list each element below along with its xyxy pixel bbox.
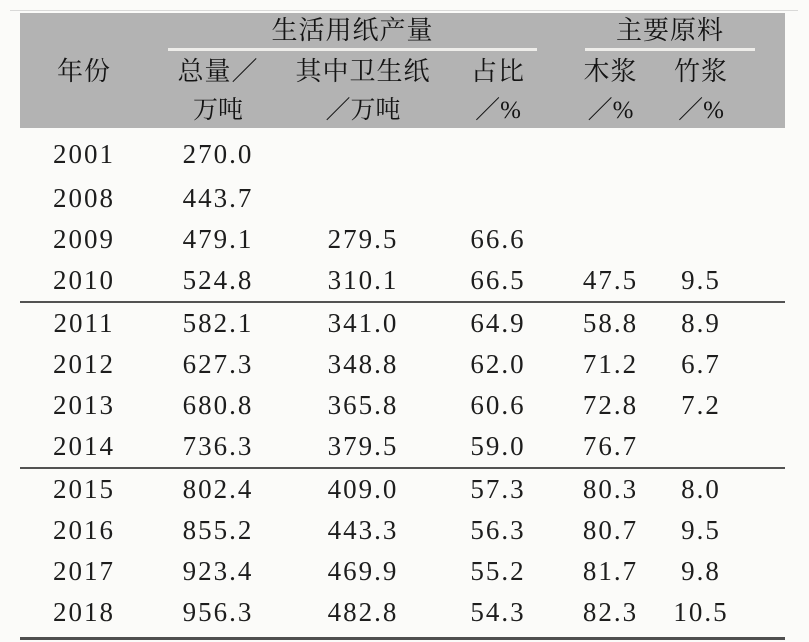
- total-cell: 802.4: [148, 468, 288, 510]
- total-cell: 479.1: [182, 224, 254, 254]
- share-cell: 54.3: [470, 597, 526, 627]
- col-group-raw-materials: [558, 13, 785, 51]
- wood-pulp-cell: 72.8: [582, 390, 639, 420]
- year-cell: 2001: [53, 139, 115, 169]
- year-cell: 2009: [53, 224, 115, 254]
- toilet-paper-cell: [288, 128, 438, 178]
- total-cell: 956.3: [182, 597, 254, 627]
- col-group-raw-materials-label: 主要原料: [585, 14, 755, 51]
- table-row: [20, 592, 785, 639]
- total-cell: 524.8: [182, 265, 254, 295]
- total-cell: 855.2: [182, 515, 254, 545]
- col-header-year: 年份: [20, 51, 148, 88]
- wood-pulp-cell: 81.7: [582, 556, 639, 586]
- group-header-row: [20, 13, 785, 51]
- year-cell: 2010: [53, 265, 115, 295]
- col-group-tissue-production: [148, 13, 558, 51]
- page-top-scan-line: [10, 10, 798, 11]
- share-cell: [438, 128, 558, 178]
- share-cell: 60.6: [470, 390, 526, 420]
- table-row: [20, 128, 785, 178]
- toilet-paper-cell: 348.8: [327, 349, 399, 379]
- total-cell: 270.0: [182, 139, 254, 169]
- year-cell: 2016: [53, 515, 115, 545]
- bamboo-pulp-cell: [663, 219, 785, 260]
- table-row: [20, 551, 785, 592]
- wood-pulp-cell: 76.7: [582, 431, 639, 461]
- bamboo-pulp-cell: [663, 178, 785, 219]
- bamboo-pulp-cell: [663, 426, 785, 468]
- bamboo-pulp-cell: 7.2: [681, 390, 721, 420]
- bamboo-pulp-cell: 8.0: [663, 468, 785, 510]
- col-unit-share: ／%: [438, 88, 558, 128]
- year-cell: 2012: [53, 349, 115, 379]
- total-cell: 923.4: [182, 556, 254, 586]
- col-header-bamboo-pulp: 竹浆: [663, 51, 785, 88]
- share-cell: 66.5: [470, 265, 526, 295]
- col-header-wood-pulp: 木浆: [558, 51, 663, 88]
- year-cell: 2014: [53, 431, 115, 461]
- bamboo-pulp-cell: 8.9: [663, 302, 785, 344]
- year-cell: 2015: [20, 468, 148, 510]
- wood-pulp-cell: [558, 219, 663, 260]
- col-unit-wood-pulp: ／%: [558, 88, 663, 128]
- share-cell: 57.3: [438, 468, 558, 510]
- table-row: [20, 426, 785, 468]
- share-cell: 59.0: [470, 431, 526, 461]
- share-cell: 55.2: [470, 556, 526, 586]
- column-header-row-1: [20, 51, 785, 88]
- wood-pulp-cell: 71.2: [582, 349, 639, 379]
- col-unit-year: [20, 88, 148, 128]
- wood-pulp-cell: 58.8: [558, 302, 663, 344]
- col-group-tissue-production-label: 生活用纸产量: [168, 14, 537, 51]
- toilet-paper-cell: 482.8: [327, 597, 399, 627]
- toilet-paper-cell: 310.1: [327, 265, 399, 295]
- wood-pulp-cell: 47.5: [582, 265, 639, 295]
- toilet-paper-cell: 379.5: [327, 431, 399, 461]
- table-row: [20, 344, 785, 385]
- bamboo-pulp-cell: 9.5: [681, 515, 721, 545]
- toilet-paper-cell: 279.5: [327, 224, 399, 254]
- share-cell: 64.9: [438, 302, 558, 344]
- table-row: [20, 219, 785, 260]
- column-header-row-2: [20, 88, 785, 128]
- col-header-toilet-paper: 其中卫生纸: [288, 51, 438, 88]
- toilet-paper-cell: [288, 178, 438, 219]
- toilet-paper-cell: 469.9: [327, 556, 399, 586]
- total-cell: 680.8: [182, 390, 254, 420]
- table-row: [20, 178, 785, 219]
- col-header-share: 占比: [438, 51, 558, 88]
- bamboo-pulp-cell: 9.5: [681, 265, 721, 295]
- share-cell: 66.6: [470, 224, 526, 254]
- wood-pulp-cell: 82.3: [582, 597, 639, 627]
- bamboo-pulp-cell: [663, 128, 785, 178]
- table-row: [20, 302, 785, 344]
- year-cell: 2017: [53, 556, 115, 586]
- col-unit-toilet-paper: ／万吨: [288, 88, 438, 128]
- bamboo-pulp-cell: 6.7: [681, 349, 721, 379]
- wood-pulp-cell: 80.7: [582, 515, 639, 545]
- table-row: [20, 260, 785, 302]
- year-cell: 2008: [53, 183, 115, 213]
- share-cell: 62.0: [470, 349, 526, 379]
- share-cell: [438, 178, 558, 219]
- year-cell: 2011: [20, 302, 148, 344]
- toilet-paper-cell: 443.3: [327, 515, 399, 545]
- col-unit-total: 万吨: [148, 88, 288, 128]
- total-cell: 736.3: [182, 431, 254, 461]
- year-cell: 2018: [53, 597, 115, 627]
- production-table: [20, 13, 785, 640]
- bamboo-pulp-cell: 10.5: [673, 597, 729, 627]
- col-header-total: 总量／: [148, 51, 288, 88]
- share-cell: 56.3: [470, 515, 526, 545]
- corner-cell: [20, 13, 148, 51]
- table-header: [20, 13, 785, 128]
- total-cell: 443.7: [182, 183, 254, 213]
- total-cell: 582.1: [148, 302, 288, 344]
- year-cell: 2013: [53, 390, 115, 420]
- wood-pulp-cell: [558, 128, 663, 178]
- bamboo-pulp-cell: 9.8: [681, 556, 721, 586]
- total-cell: 627.3: [182, 349, 254, 379]
- table-row: [20, 468, 785, 510]
- toilet-paper-cell: 409.0: [288, 468, 438, 510]
- toilet-paper-cell: 341.0: [288, 302, 438, 344]
- table-body: [20, 128, 785, 639]
- wood-pulp-cell: [558, 178, 663, 219]
- toilet-paper-cell: 365.8: [327, 390, 399, 420]
- table-row: [20, 385, 785, 426]
- wood-pulp-cell: 80.3: [558, 468, 663, 510]
- table-row: [20, 510, 785, 551]
- col-unit-bamboo-pulp: ／%: [663, 88, 785, 128]
